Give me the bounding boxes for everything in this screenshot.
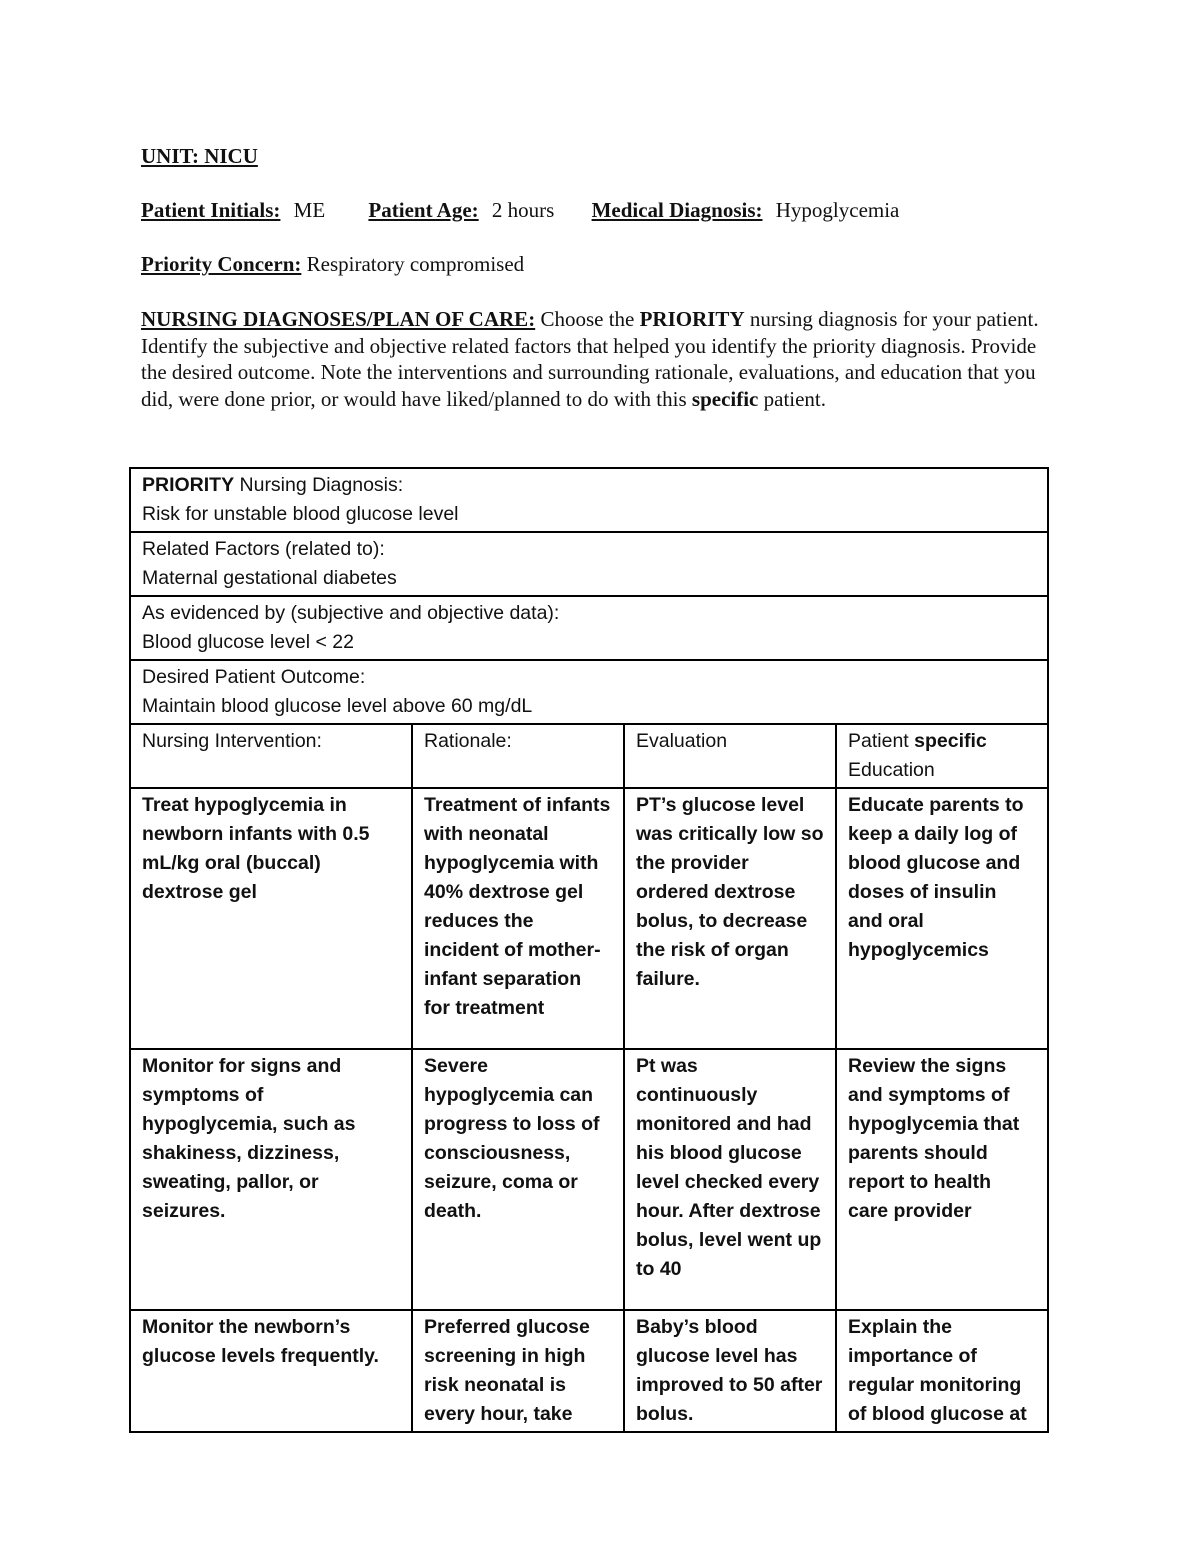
education-header-pre: Patient bbox=[848, 730, 909, 752]
column-header-education bbox=[836, 724, 1048, 788]
column-header-intervention: Nursing Intervention: bbox=[130, 724, 412, 788]
table-row bbox=[130, 1310, 1048, 1432]
table-row bbox=[130, 788, 1048, 1049]
instructions-text-3: patient. bbox=[763, 386, 827, 411]
rationale-cell: Preferred glucose screening in high risk neonatal is every hour, take bbox=[412, 1310, 624, 1432]
desired-outcome-cell bbox=[130, 660, 1048, 724]
desired-outcome-row bbox=[130, 660, 1048, 724]
instructions-text-2: nursing diagnosis for your patient. Identify the subjective and objective related factors that helped you identify the priority diagnosis. Provide the desired outcome. Note the interventions and surrounding rationale, evaluations, and education that you did, were done prior, or would have liked/planned to do with this bbox=[141, 307, 1039, 411]
education-cell: Review the signs and symptoms of hypoglycemia that parents should report to health care provider bbox=[836, 1049, 1048, 1310]
priority-dx-bold: PRIORITY bbox=[142, 474, 235, 496]
medical-diagnosis-label: Medical Diagnosis: bbox=[591, 198, 763, 222]
instructions-paragraph bbox=[141, 306, 1061, 412]
patient-info-line bbox=[141, 198, 899, 223]
evidence-label: As evidenced by (subjective and objective data): bbox=[142, 602, 560, 624]
priority-concern-value: Respiratory compromised bbox=[306, 252, 525, 276]
rationale-cell: Severe hypoglycemia can progress to loss of consciousness, seizure, coma or death. bbox=[412, 1049, 624, 1310]
related-factors-value: Maternal gestational diabetes bbox=[142, 567, 397, 589]
instructions-bold-priority: PRIORITY bbox=[639, 307, 745, 331]
evaluation-cell: PT’s glucose level was critically low so the provider ordered dextrose bolus, to decrease the risk of organ failure. bbox=[624, 788, 836, 1049]
instructions-bold-specific: specific bbox=[691, 386, 759, 411]
unit-label: UNIT: NICU bbox=[141, 144, 258, 168]
instructions-text-1: Choose the bbox=[540, 307, 635, 331]
patient-initials-value: ME bbox=[293, 198, 326, 222]
priority-dx-value: Risk for unstable blood glucose level bbox=[142, 503, 459, 525]
evidence-row bbox=[130, 596, 1048, 660]
table-row bbox=[130, 1049, 1048, 1310]
medical-diagnosis-value: Hypoglycemia bbox=[775, 198, 900, 222]
education-cell: Educate parents to keep a daily log of blood glucose and doses of insulin and oral hypoglycemics bbox=[836, 788, 1048, 1049]
related-factors-label: Related Factors (related to): bbox=[142, 538, 385, 560]
evidence-cell bbox=[130, 596, 1048, 660]
unit-heading bbox=[141, 144, 258, 169]
column-header-row bbox=[130, 724, 1048, 788]
education-header-bold: specific bbox=[914, 730, 987, 752]
education-header-post: Education bbox=[848, 759, 935, 781]
patient-initials-label: Patient Initials: bbox=[141, 198, 281, 222]
intervention-cell: Monitor for signs and symptoms of hypoglycemia, such as shakiness, dizziness, sweating, pallor, or seizures. bbox=[130, 1049, 412, 1310]
rationale-cell: Treatment of infants with neonatal hypoglycemia with 40% dextrose gel reduces the incident of mother-infant separation for treatment bbox=[412, 788, 624, 1049]
priority-concern-line bbox=[141, 252, 524, 277]
patient-age-value: 2 hours bbox=[491, 198, 555, 222]
intervention-cell: Monitor the newborn’s glucose levels frequently. bbox=[130, 1310, 412, 1432]
instructions-heading: NURSING DIAGNOSES/PLAN OF CARE: bbox=[141, 307, 536, 331]
education-cell: Explain the importance of regular monitoring of blood glucose at bbox=[836, 1310, 1048, 1432]
priority-diagnosis-row bbox=[130, 468, 1048, 532]
related-factors-cell bbox=[130, 532, 1048, 596]
evidence-value: Blood glucose level < 22 bbox=[142, 631, 354, 653]
desired-outcome-value: Maintain blood glucose level above 60 mg/dL bbox=[142, 695, 533, 717]
desired-outcome-label: Desired Patient Outcome: bbox=[142, 666, 366, 688]
priority-concern-label: Priority Concern: bbox=[141, 252, 302, 276]
patient-age-label: Patient Age: bbox=[368, 198, 479, 222]
column-header-rationale: Rationale: bbox=[412, 724, 624, 788]
priority-dx-label: Nursing Diagnosis: bbox=[239, 474, 404, 496]
column-header-evaluation: Evaluation bbox=[624, 724, 836, 788]
intervention-cell: Treat hypoglycemia in newborn infants with 0.5 mL/kg oral (buccal) dextrose gel bbox=[130, 788, 412, 1049]
evaluation-cell: Pt was continuously monitored and had his blood glucose level checked every hour. After dextrose bolus, level went up to 40 bbox=[624, 1049, 836, 1310]
related-factors-row bbox=[130, 532, 1048, 596]
priority-diagnosis-cell bbox=[130, 468, 1048, 532]
care-plan-table bbox=[129, 467, 1049, 1433]
evaluation-cell: Baby’s blood glucose level has improved to 50 after bolus. bbox=[624, 1310, 836, 1432]
